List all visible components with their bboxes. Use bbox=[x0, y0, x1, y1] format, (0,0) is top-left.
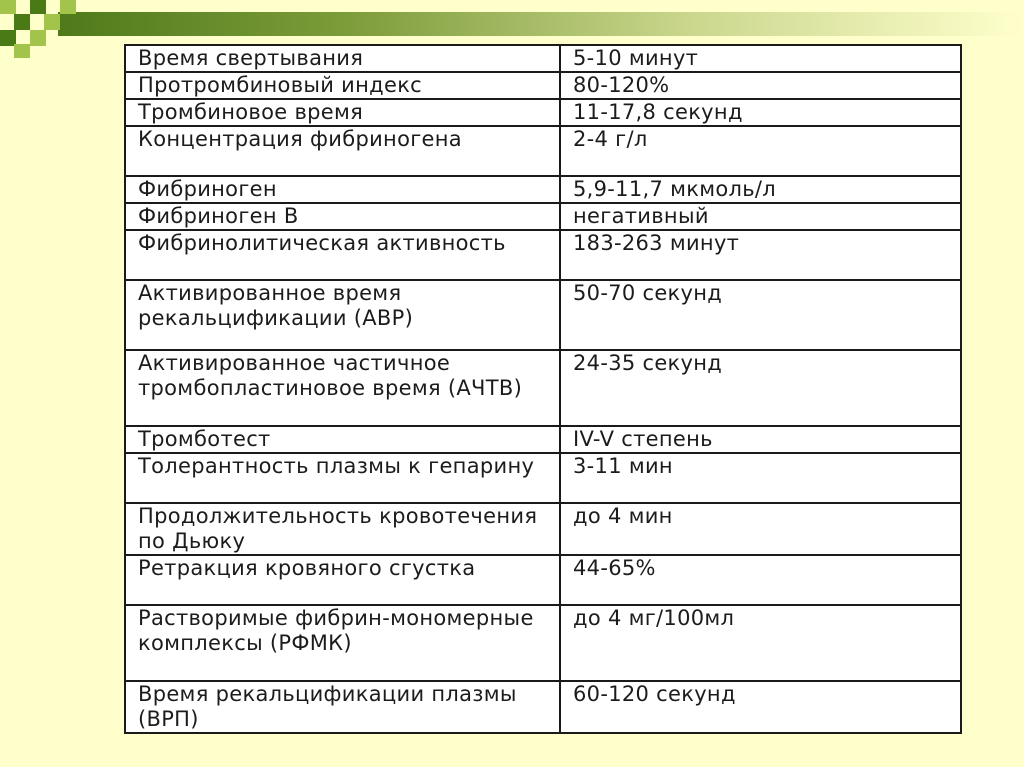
table-row bbox=[125, 72, 961, 99]
deco-square bbox=[30, 30, 46, 46]
value-cell: 5,9-11,7 мкмоль/л bbox=[560, 176, 961, 203]
parameter-cell: Ретракция кровяного сгустка bbox=[125, 555, 560, 605]
value-cell: негативный bbox=[560, 203, 961, 230]
parameter-cell: Протромбиновый индекс bbox=[125, 72, 560, 99]
parameter-cell: Фибринолитическая активность bbox=[125, 230, 560, 280]
deco-square bbox=[14, 44, 30, 58]
value-cell: 24-35 секунд bbox=[560, 350, 961, 426]
table-row bbox=[125, 203, 961, 230]
table-row bbox=[125, 555, 961, 605]
table-row bbox=[125, 126, 961, 176]
table-row bbox=[125, 453, 961, 503]
parameter-cell: Продолжительность кровотечения по Дьюку bbox=[125, 503, 560, 555]
table-row bbox=[125, 99, 961, 126]
parameter-cell: Фибриноген В bbox=[125, 203, 560, 230]
deco-square bbox=[44, 14, 60, 30]
value-cell: IV-V степень bbox=[560, 426, 961, 453]
reference-table-container bbox=[124, 44, 956, 734]
parameter-cell: Активированное частичное тромбопластиновое время (АЧТВ) bbox=[125, 350, 560, 426]
table-row bbox=[125, 350, 961, 426]
table-row bbox=[125, 426, 961, 453]
table-row bbox=[125, 176, 961, 203]
header-gradient-bar bbox=[58, 12, 1024, 36]
value-cell: 5-10 минут bbox=[560, 45, 961, 72]
parameter-cell: Активированное время рекальцификации (АВР) bbox=[125, 280, 560, 350]
table-row bbox=[125, 45, 961, 72]
table-row bbox=[125, 681, 961, 733]
value-cell: 50-70 секунд bbox=[560, 280, 961, 350]
deco-square bbox=[0, 0, 16, 14]
value-cell: 2-4 г/л bbox=[560, 126, 961, 176]
value-cell: 80-120% bbox=[560, 72, 961, 99]
parameter-cell: Тромботест bbox=[125, 426, 560, 453]
table-row bbox=[125, 503, 961, 555]
reference-table bbox=[124, 44, 962, 734]
deco-square bbox=[14, 14, 30, 30]
parameter-cell: Тромбиновое время bbox=[125, 99, 560, 126]
value-cell: 183-263 минут bbox=[560, 230, 961, 280]
value-cell: 44-65% bbox=[560, 555, 961, 605]
table-row bbox=[125, 280, 961, 350]
parameter-cell: Время свертывания bbox=[125, 45, 560, 72]
table-row bbox=[125, 605, 961, 681]
value-cell: 60-120 секунд bbox=[560, 681, 961, 733]
parameter-cell: Растворимые фибрин-мономерные комплексы (РФМК) bbox=[125, 605, 560, 681]
parameter-cell: Время рекальцификации плазмы (ВРП) bbox=[125, 681, 560, 733]
deco-square bbox=[60, 0, 76, 14]
value-cell: 11-17,8 секунд bbox=[560, 99, 961, 126]
value-cell: до 4 мг/100мл bbox=[560, 605, 961, 681]
parameter-cell: Концентрация фибриногена bbox=[125, 126, 560, 176]
parameter-cell: Фибриноген bbox=[125, 176, 560, 203]
table-row bbox=[125, 230, 961, 280]
value-cell: 3-11 мин bbox=[560, 453, 961, 503]
parameter-cell: Толерантность плазмы к гепарину bbox=[125, 453, 560, 503]
deco-square bbox=[30, 0, 46, 14]
value-cell: до 4 мин bbox=[560, 503, 961, 555]
